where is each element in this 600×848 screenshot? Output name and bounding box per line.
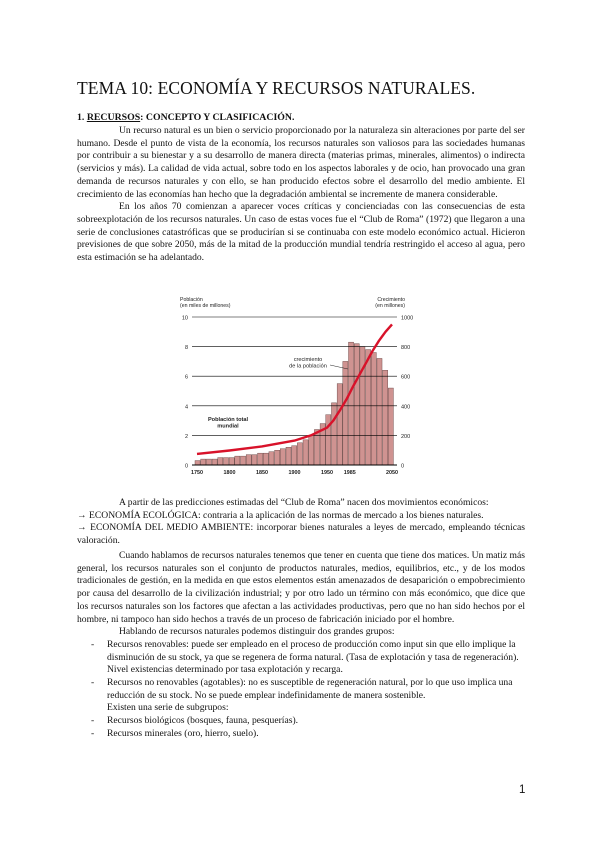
- annotation-growth: crecimiento: [293, 357, 323, 363]
- annotation-population: mundial: [217, 423, 239, 430]
- nonrenewable-text: Recursos no renovables (agotables): no es susceptible de regeneración natural, por lo que uso implica una reducción de su stock. No se puede emplear indefinidamente de manera sostenible.: [107, 677, 513, 701]
- growth-bar: [314, 429, 319, 465]
- x-tick-label: 1985: [343, 470, 356, 476]
- paragraph-definition: Un recurso natural es un bien o servicio proporcionado por la naturaleza sin alteraciones por parte del ser humano. Desde el punto de vista de la economía, los recursos naturales son valiosos para las sociedades humanas por contribuir a su bienestar y a su desarrollo de manera directa (materias primas, minerales, alimentos) o indirecta (servicios y más). La calidad de vida actual, sobre todo en los aspectos laborales y de ocio, han provocado una gran demanda de recursos naturales y con ello, se han producido efectos sobre el desarrollo del medio ambiente. El crecimiento de las economías han hecho que la degradación ambiental se incremente de manera considerable.: [77, 125, 525, 200]
- right-tick-label: 200: [401, 433, 411, 440]
- natural-resources-block: [77, 550, 525, 741]
- right-tick-label: 0: [401, 463, 405, 470]
- growth-bar: [331, 403, 336, 465]
- page-number: 1: [519, 784, 526, 796]
- dash-icon: -: [91, 727, 95, 739]
- growth-bar: [371, 353, 376, 465]
- growth-bar: [280, 449, 285, 465]
- biological-text: Recursos biológicos (bosques, fauna, pesquerías).: [107, 715, 299, 727]
- population-growth-chart: [172, 295, 412, 481]
- growth-bar: [286, 447, 291, 465]
- x-tick-label: 1850: [256, 470, 268, 476]
- right-tick-label: 1000: [401, 315, 414, 322]
- x-tick-label: 1750: [191, 470, 203, 476]
- renewable-text: Recursos renovables: puede ser empleado en el proceso de producción como input sin que ello implique la disminución de su stock, ya que se regenera de forma natural. (Tasa de explotación y tasa de regeneración). Nivel existencias determinado por tasa explotación y recarga.: [107, 638, 519, 676]
- growth-bar: [195, 461, 200, 465]
- section-heading-resources: RECURSOS: [86, 112, 141, 123]
- left-tick-label: 8: [184, 345, 188, 352]
- left-axis-label: Población: [180, 297, 203, 303]
- growth-bar: [201, 459, 206, 465]
- x-tick-label: 1900: [288, 470, 301, 476]
- list-item: [77, 728, 525, 741]
- growth-bar: [326, 415, 331, 465]
- section-number: 1.: [77, 112, 85, 123]
- movements-block: [77, 497, 525, 548]
- growth-bar: [223, 458, 228, 465]
- left-axis-label: (en miles de millones): [180, 303, 231, 309]
- growth-bar: [218, 458, 223, 465]
- intro-text-block: [77, 125, 525, 265]
- growth-bar: [292, 446, 297, 465]
- growth-bar: [309, 435, 314, 465]
- growth-bar: [388, 388, 393, 465]
- growth-bar: [343, 361, 348, 465]
- growth-bar: [212, 459, 217, 465]
- growth-bar: [366, 350, 371, 465]
- section-heading-rest: : CONCEPTO Y CLASIFICACIÓN.: [140, 112, 295, 123]
- movement-ecologica-text: ECONOMÍA ECOLÓGICA: contraria a la aplicación de las normas de mercado a los bienes naturales.: [89, 509, 484, 521]
- groups-list: [77, 639, 525, 703]
- growth-bar: [258, 453, 263, 465]
- growth-bar: [240, 456, 245, 465]
- left-tick-label: 6: [184, 374, 188, 381]
- right-tick-label: 400: [401, 404, 411, 411]
- movement-ecologica: [77, 510, 525, 523]
- growth-bar: [252, 455, 257, 465]
- growth-bar: [354, 344, 359, 465]
- list-item: [77, 677, 525, 702]
- list-item: [77, 715, 525, 728]
- x-tick-label: 2050: [386, 470, 398, 476]
- mineral-text: Recursos minerales (oro, hierro, suelo).: [107, 727, 259, 739]
- growth-bar: [297, 443, 302, 465]
- growth-bar: [263, 453, 268, 465]
- growth-bar: [275, 450, 280, 465]
- left-tick-label: 0: [184, 463, 188, 470]
- movement-medio-ambiente-text: ECONOMÍA DEL MEDIO AMBIENTE: incorporar bienes naturales a leyes de mercado, empleando técnicas valoración.: [77, 522, 525, 547]
- right-tick-label: 800: [401, 345, 411, 352]
- growth-bar: [246, 455, 251, 465]
- subgroups-list: [77, 715, 525, 740]
- arrow-icon: →: [77, 509, 87, 521]
- section-heading: [77, 112, 294, 123]
- subgroups-intro: Existen una serie de subgrupos:: [107, 702, 229, 714]
- left-tick-label: 2: [184, 433, 188, 440]
- right-axis-label: (en millones): [375, 303, 405, 309]
- growth-bar: [383, 370, 388, 465]
- growth-bar: [235, 456, 240, 465]
- growth-bar: [337, 384, 342, 465]
- dash-icon: -: [91, 638, 95, 650]
- document-title: TEMA 10: ECONOMÍA Y RECURSOS NATURALES.: [77, 78, 476, 98]
- dash-icon: -: [91, 677, 95, 689]
- x-tick-label: 1950: [321, 470, 333, 476]
- right-axis-label: Crecimiento: [377, 297, 405, 303]
- movements-intro: A partir de las predicciones estimadas del “Club de Roma” nacen dos movimientos económicos:: [119, 497, 489, 508]
- annotation-population: Población total: [207, 417, 249, 423]
- growth-bar: [303, 440, 308, 465]
- x-tick-label: 1800: [223, 470, 236, 476]
- left-tick-label: 4: [184, 404, 188, 411]
- dash-icon: -: [91, 715, 95, 727]
- growth-bar: [377, 358, 382, 465]
- growth-bar: [269, 452, 274, 465]
- arrow-icon: →: [77, 522, 87, 534]
- paragraph-matices: Cuando hablamos de recursos naturales tenemos que tener en cuenta que tiene dos matices. Un matiz más general, los recursos naturales son el conjunto de productos naturales, medios, equilibrios, etc., y de los modos tradicionales de gestión, en la medida en que estos elementos están amenazados de desaparición o empobrecimiento por causa del desarrollo de la civilización industrial; y por otro lado un término con más económico, que dice que los recursos naturales son los factores que afectan a las actividades productivas, pero que no han sido hechos por el hombre, ni tampoco han sido hechos a través de un proceso de fabricación iniciado por el hombre.: [77, 550, 525, 625]
- list-item: [77, 639, 525, 677]
- right-tick-label: 600: [401, 374, 411, 381]
- growth-bar: [349, 342, 354, 465]
- annotation-growth: de la población: [289, 363, 327, 370]
- movement-medio-ambiente: [77, 522, 525, 547]
- groups-intro: Hablando de recursos naturales podemos distinguir dos grandes grupos:: [119, 626, 395, 638]
- left-tick-label: 10: [181, 315, 188, 322]
- growth-bar: [206, 459, 211, 465]
- growth-bar: [229, 458, 234, 465]
- paragraph-club-roma: En los años 70 comienzan a aparecer voces críticas y concienciadas con las consecuencias de esta sobreexplotación de los recursos naturales. Un caso de estas voces fue el “Club de Roma” (1972) que llegaron a una serie de conclusiones catastróficas que se producirían si se continuaba con este modelo económico actual. Hicieron previsiones de que sobre 2050, más de la mitad de la producción mundial tendría restringido el acceso al agua, pero esta estimación se ha adelantado.: [77, 201, 525, 264]
